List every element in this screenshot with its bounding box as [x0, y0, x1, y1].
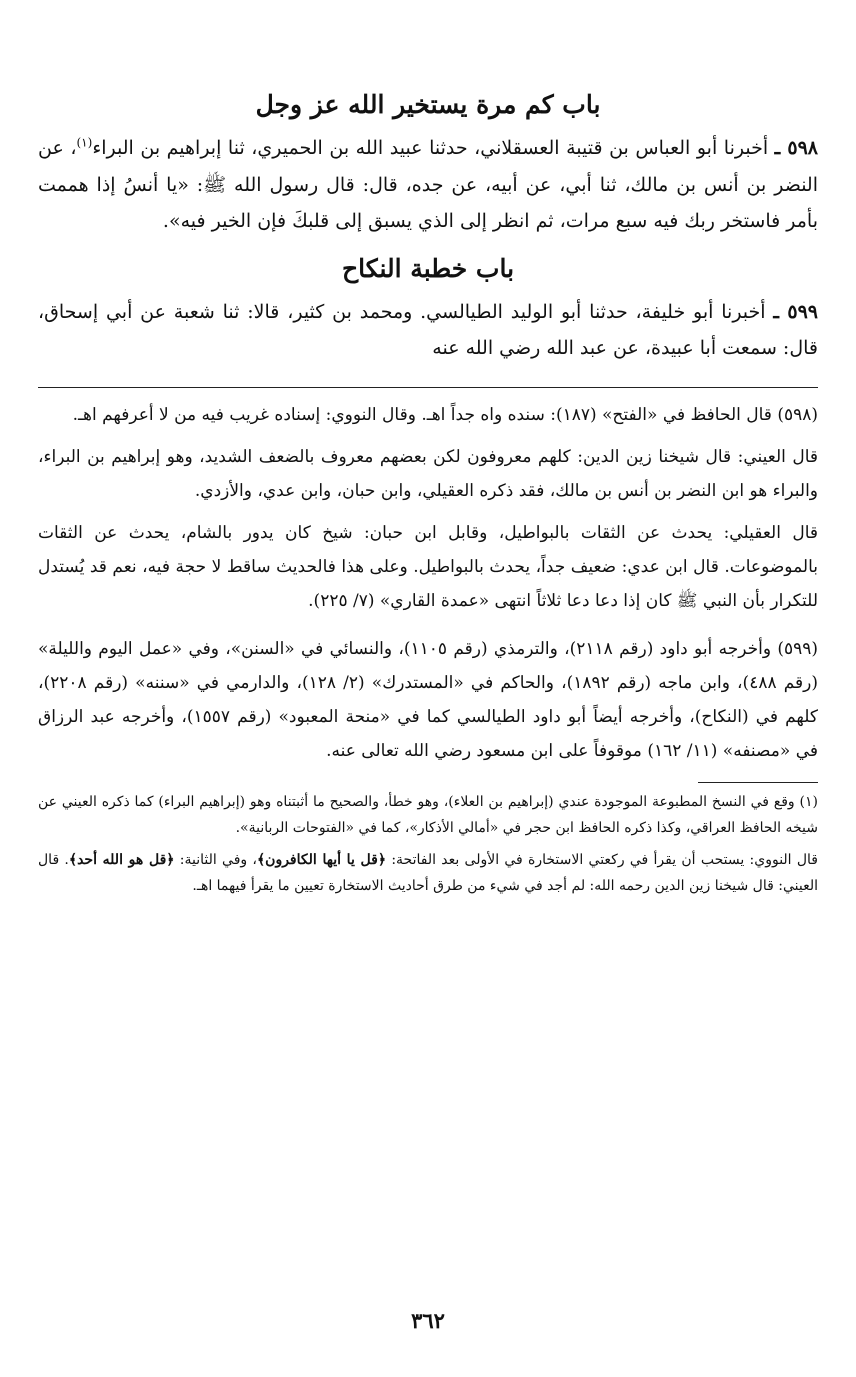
chapter-title: باب كم مرة يستخير الله عز وجل: [255, 90, 601, 119]
hadith-598: [38, 130, 818, 240]
commentary-paragraph: (٥٩٨) قال الحافظ في «الفتح» (١٨٧): سنده واه جداً اهـ. وقال النووي: إسناده غريب فيه من لا أعرفهم اهـ.: [72, 404, 818, 425]
commentary-section: [38, 398, 818, 768]
commentary-paragraph: (٥٩٩) وأخرجه أبو داود (رقم ٢١١٨)، والترمذي (رقم ١١٠٥)، والنسائي في «السنن»، وفي «عمل اليوم والليلة» (رقم ٤٨٨)، وابن ماجه (رقم ١٨٩٢)، والحاكم في «المستدرك» (٢/ ١٢٨)، والدارمي في «سننه» (رقم ٢٢٠٨)، كلهم في (النكاح)، وأخرجه أيضاً أبو داود الطيالسي كما في «منحة المعبود» (رقم ١٥٥٧)، وأخرجه عبد الرزاق في «مصنفه» (١١/ ١٦٢) موقوفاً على ابن مسعود رضي الله تعالى عنه.: [38, 638, 818, 761]
footnote-text: . قال العيني: قال شيخنا زين الدين رحمه الله: لم أجد في شيء من طرق أحاديث الاستخارة تعيين ما يقرأ فيهما اهـ.: [38, 851, 818, 894]
footnote-text: ، وفي الثانية:: [174, 851, 257, 868]
quran-quote: ﴿قل يا أيها الكافرون﴾: [256, 851, 387, 868]
book-page: [38, 80, 818, 905]
footnotes-section: [38, 789, 818, 899]
quran-quote: ﴿قل هو الله أحد﴾: [68, 851, 175, 868]
hadith-text: أخبرنا أبو خليفة، حدثنا أبو الوليد الطيالسي. ومحمد بن كثير، قالا: ثنا شعبة عن أبي إسحاق، قال: سمعت أبا عبيدة، عن عبد الله رضي الله عنه: [38, 300, 818, 359]
footnote-text: قال النووي: يستحب أن يقرأ في ركعتي الاستخارة في الأولى بعد الفاتحة:: [386, 851, 818, 868]
page-number: ٣٦٢: [411, 1308, 445, 1333]
commentary-paragraph: قال العقيلي: يحدث عن الثقات بالبواطيل، وقابل ابن حبان: شيخ كان يدور بالشام، يحدث عن الثقات بالموضوعات. قال ابن عدي: ضعيف جداً، يحدث بالبواطيل. وعلى هذا فالحديث ساقط لا حجة فيه، نعم قد يُستدل للتكرار بأن النبي ﷺ كان إذا دعا دعا ثلاثاً انتهى «عمدة القاري» (٧/ ٢٢٥).: [38, 522, 818, 611]
footnote-reference[interactable]: (١): [76, 135, 93, 150]
commentary-paragraph: قال العيني: قال شيخنا زين الدين: كلهم معروفون لكن بعضهم معروف بالضعف الشديد، وهو إبراهيم بن البراء، والبراء هو ابن النضر بن أنس بن مالك، فقد ذكره العقيلي، وابن حبان، وابن عدي، والأزدي.: [38, 446, 818, 501]
footnote-divider: [698, 782, 818, 783]
hadith-number: ٥٩٩ ـ: [773, 300, 818, 323]
hadith-text: أخبرنا أبو العباس بن قتيبة العسقلاني، حدثنا عبيد الله بن الحميري، ثنا إبراهيم بن البراء: [92, 137, 769, 159]
hadith-599: [38, 294, 818, 367]
chapter-title: باب خطبة النكاح: [341, 253, 515, 283]
footnote: [38, 847, 818, 899]
footnote: (١) وقع في النسخ المطبوعة الموجودة عندي (إبراهيم بن العلاء)، وهو خطأ، والصحيح ما أثبتناه وهو (إبراهيم البراء) كما ذكره العيني عن شيخه الحافظ العراقي، وكذا ذكره الحافظ ابن حجر في «أمالي الأذكار»، كما في «الفتوحات الربانية».: [38, 793, 818, 836]
commentary-divider: [38, 387, 818, 388]
hadith-text: ، عن النضر بن أنس بن مالك، ثنا أبي، عن أبيه، عن جده، قال: قال رسول الله ﷺ: «يا أنسُ إذا هممت بأمر فاستخر ربك فيه سبع مرات، ثم انظر إلى الذي يسبق إلى قلبكَ فإن الخير فيه».: [38, 137, 818, 232]
hadith-number: ٥٩٨ ـ: [774, 137, 818, 159]
